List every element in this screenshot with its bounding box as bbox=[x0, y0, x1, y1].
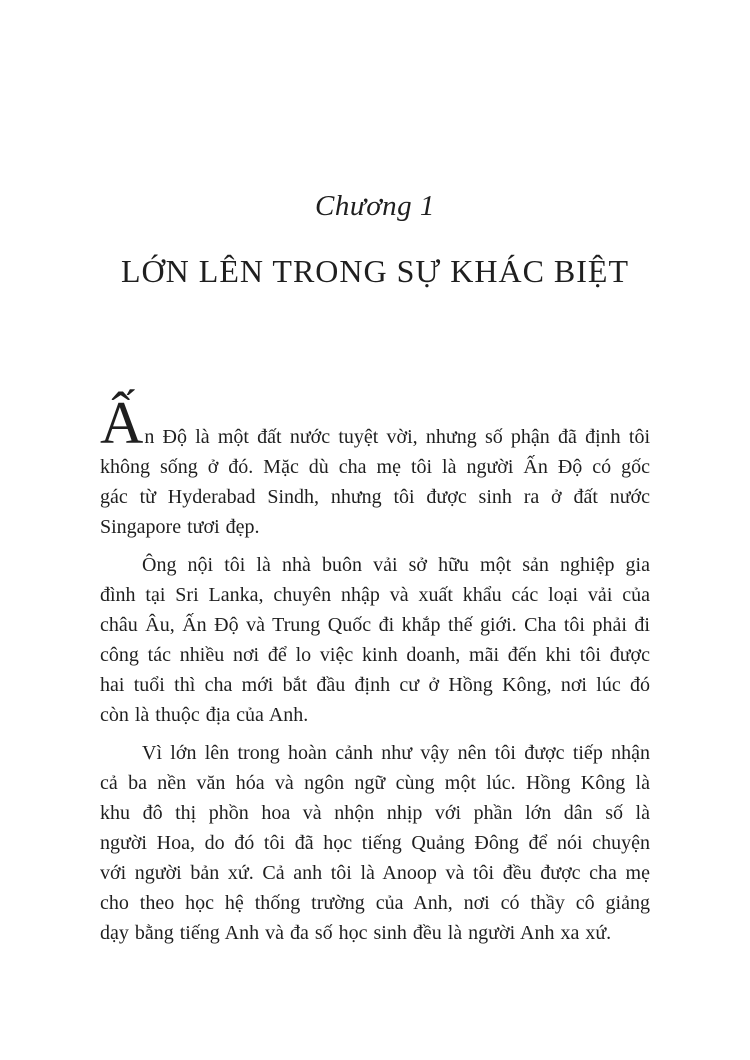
paragraph bbox=[100, 550, 650, 730]
body-text-line: cho theo học hệ thống trường của Anh, nơi có thầy cô giảng bbox=[100, 892, 650, 914]
paragraph bbox=[100, 738, 650, 948]
body-text-line: với người bản xứ. Cả anh tôi là Anoop và tôi đều được cha mẹ bbox=[100, 862, 650, 884]
body-text-line: không sống ở đó. Mặc dù cha mẹ tôi là người Ấn Độ có gốc bbox=[100, 456, 650, 478]
body-text-line: Vì lớn lên trong hoàn cảnh như vậy nên tôi được tiếp nhận bbox=[142, 742, 650, 764]
body-text-line: người Hoa, do đó tôi đã học tiếng Quảng Đông để nói chuyện bbox=[100, 832, 650, 854]
chapter-title: LỚN LÊN TRONG SỰ KHÁC BIỆT bbox=[121, 253, 629, 289]
paragraph bbox=[100, 390, 650, 542]
body-text-line: dạy bằng tiếng Anh và đa số học sinh đều là người Anh xa xứ. bbox=[100, 922, 612, 944]
body-text-line: Singapore tươi đẹp. bbox=[100, 516, 260, 538]
body-text-line: cả ba nền văn hóa và ngôn ngữ cùng một lúc. Hồng Kông là bbox=[100, 772, 650, 794]
body-text-line: hai tuổi thì cha mới bắt đầu định cư ở Hồng Kông, nơi lúc đó bbox=[100, 674, 650, 696]
body-text-segment: n Độ là một đất nước tuyệt vời, nhưng số phận đã định tôi bbox=[144, 426, 650, 448]
raised-initial-cap: Ấ bbox=[100, 390, 145, 456]
body-text-line: đình tại Sri Lanka, chuyên nhập và xuất khẩu các loại vải của bbox=[100, 584, 650, 606]
body-text-line: Ông nội tôi là nhà buôn vải sở hữu một sản nghiệp gia bbox=[142, 554, 650, 576]
body-text-line: công tác nhiều nơi để lo việc kinh doanh, mãi đến khi tôi được bbox=[100, 644, 650, 666]
body-text bbox=[100, 390, 650, 948]
body-text-line: gác từ Hyderabad Sindh, nhưng tôi được sinh ra ở đất nước bbox=[100, 486, 650, 508]
body-text-line: châu Âu, Ấn Độ và Trung Quốc đi khắp thế giới. Cha tôi phải đi bbox=[100, 614, 650, 636]
chapter-label: Chương 1 bbox=[315, 190, 435, 222]
body-text-line: còn là thuộc địa của Anh. bbox=[100, 704, 309, 726]
body-text-line: khu đô thị phồn hoa và nhộn nhịp với phần lớn dân số là bbox=[100, 802, 650, 824]
body-text-line bbox=[100, 390, 650, 456]
